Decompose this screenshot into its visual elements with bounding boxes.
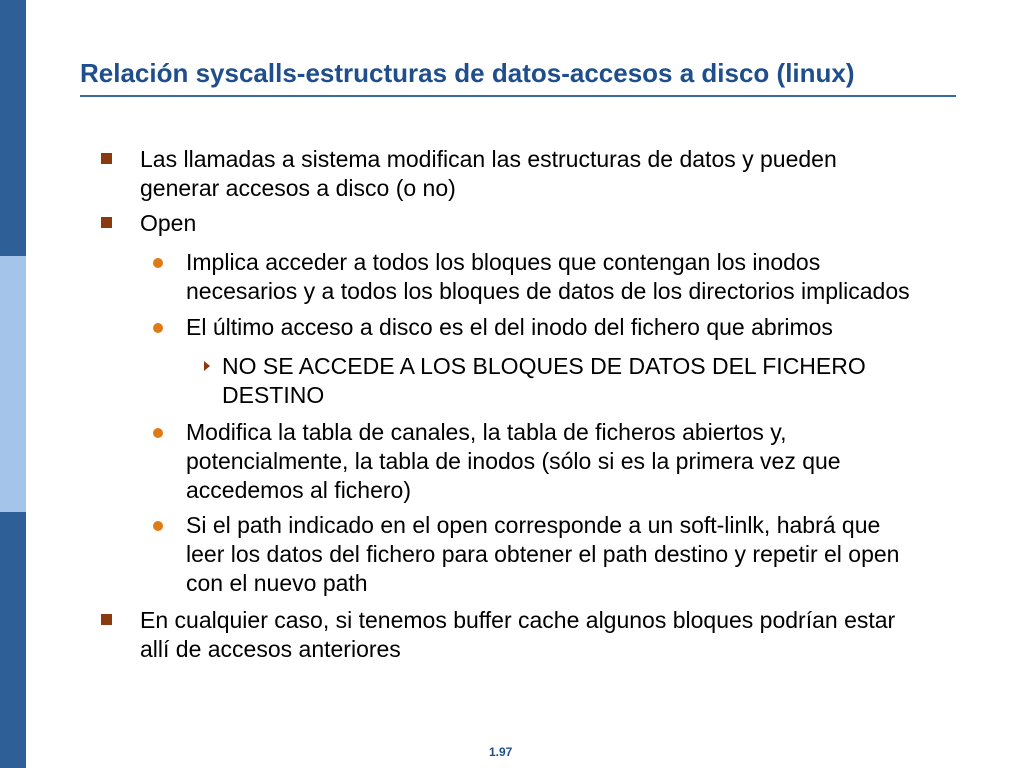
- dot-bullet-icon: [153, 521, 163, 531]
- sub-bullet-item: [186, 418, 996, 505]
- bullet-line: Open: [140, 210, 197, 236]
- bullet-line: allí de accesos anteriores: [140, 636, 401, 662]
- bullet-line: El último acceso a disco es el del inodo del fichero que abrimos: [186, 314, 833, 340]
- page-number: 1.97: [489, 745, 513, 759]
- bullet-item: [140, 209, 1000, 238]
- square-bullet-icon: [101, 217, 112, 228]
- dot-bullet-icon: [153, 258, 163, 268]
- bullet-line: necesarios y a todos los bloques de datos de los directorios implicados: [186, 278, 910, 304]
- bullet-item: [140, 606, 1000, 664]
- slide-title: Relación syscalls-estructuras de datos-accesos a disco (linux): [80, 58, 855, 88]
- square-bullet-icon: [101, 153, 112, 164]
- bullet-line: potencialmente, la tabla de inodos (sólo si es la primera vez que: [186, 448, 841, 474]
- sub-bullet-item: [186, 313, 996, 342]
- bullet-line: con el nuevo path: [186, 570, 368, 596]
- bullet-line: leer los datos del fichero para obtener el path destino y repetir el open: [186, 541, 900, 567]
- bullet-item: [140, 145, 1000, 203]
- bullet-line: NO SE ACCEDE A LOS BLOQUES DE DATOS DEL FICHERO: [222, 353, 866, 379]
- sub-sub-bullet-item: [222, 352, 992, 410]
- dot-bullet-icon: [153, 323, 163, 333]
- bullet-line: generar accesos a disco (o no): [140, 175, 456, 201]
- bullet-line: Si el path indicado en el open corresponde a un soft-linlk, habrá que: [186, 512, 881, 538]
- square-bullet-icon: [101, 614, 112, 625]
- sub-bullet-item: [186, 248, 996, 306]
- bullet-line: Implica acceder a todos los bloques que contengan los inodos: [186, 249, 821, 275]
- bullet-line: En cualquier caso, si tenemos buffer cache algunos bloques podrían estar: [140, 607, 896, 633]
- bullet-line: Las llamadas a sistema modifican las estructuras de datos y pueden: [140, 146, 837, 172]
- bullet-line: DESTINO: [222, 382, 325, 408]
- sub-bullet-item: [186, 511, 996, 598]
- arrow-bullet-icon: [204, 361, 210, 371]
- bullet-line: accedemos al fichero): [186, 477, 411, 503]
- bullet-line: Modifica la tabla de canales, la tabla de ficheros abiertos y,: [186, 419, 787, 445]
- dot-bullet-icon: [153, 428, 163, 438]
